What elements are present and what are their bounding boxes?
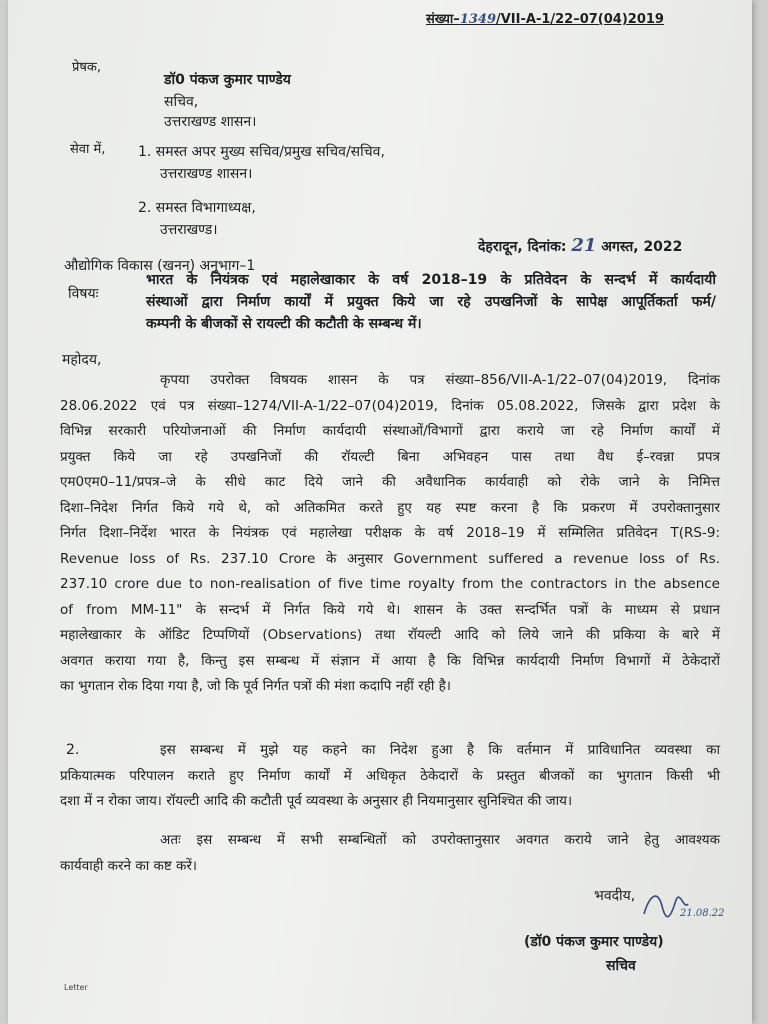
paragraph-1-line: प्रयुक्त किये जा रहे उपखनिजों की रॉयल्टी बिना अभिवहन पास तथा वैध ई–रवन्ना प्रपत्र (60, 448, 720, 465)
paragraph-1-line: निर्गत दिशा–निर्देश भारत के नियंत्रक एवं महालेखा परीक्षक के वर्ष 2018–19 में सम्मिलित प्रतिवेदन T(RS-9: (60, 525, 720, 541)
paragraph-3-line: अतः इस सम्बन्ध में सभी सम्बन्धितों को उपरोक्तानुसार अवगत कराये जाने हेतु आवश्यक (160, 832, 720, 848)
paragraph-1-line: दिशा–निदेश निर्गत किये गये थे, को अतिकमित करते हुए यह स्पष्ट करना है कि प्रकरण में उपरोक्तानुसार (60, 499, 720, 516)
sender-designation: सचिव, (164, 94, 199, 110)
recipient-1-line1: 1. समस्त अपर मुख्य सचिव/प्रमुख सचिव/सचिव, (138, 144, 385, 160)
sender-office: उत्तराखण्ड शासन। (164, 114, 257, 130)
signatory-designation: सचिव (606, 958, 636, 974)
reference-prefix: संख्या– (426, 12, 460, 27)
paragraph-1-line: महालेखाकार के ऑडिट टिप्पणियों (Observations) तथा रॉयल्टी आदि को लिये जाने की प्रकिया के बारे में (60, 627, 720, 643)
valediction: भवदीय, (594, 888, 636, 904)
paragraph-2-line: इस सम्बन्ध में मुझे यह कहने का निदेश हुआ है कि वर्तमान में प्राविधानित व्यवस्था का (160, 742, 720, 758)
subject-line: संस्थाओं द्वारा निर्माण कार्यों में प्रयुक्त किये जा रहे उपखनिजों के सापेक्ष आपूर्तिकर्ता फर्म/ (146, 294, 716, 310)
reference-suffix: /VII-A-1/22–07(04)2019 (496, 12, 664, 27)
reference-number (426, 10, 664, 30)
footer-mark: Letter (64, 983, 88, 992)
recipient-2-line2: उत्तराखण्ड। (160, 222, 218, 238)
paragraph-1-line: विभिन्न सरकारी परियोजनाओं की निर्माण कार्यदायी संस्थाओं/विभागों द्वारा कराये जा रहे निर्माण कार्यों में (60, 423, 720, 439)
paragraph-1-line: 237.10 crore due to non-realisation of five time royalty from the contractors in the absence (60, 576, 720, 592)
place-date-prefix: देहरादून, दिनांक: (478, 239, 567, 255)
reference-handwritten-number: 1349 (459, 12, 496, 27)
paragraph-1-line: अवगत कराया गया है, किन्तु इस सम्बन्ध में संज्ञान में आया है कि विभिन्न कार्यदायी निर्माण विभागों में ठेकेदारों (60, 652, 720, 669)
subject-line: कम्पनी के बीजकों से रायल्टी की कटौती के सम्बन्ध में। (146, 316, 422, 332)
recipient-2-line1: 2. समस्त विभागाध्यक्ष, (138, 200, 256, 216)
sender-label: प्रेषक, (72, 60, 102, 75)
paragraph-1-line: of from MM-11" के सन्दर्भ में निर्गत किये गये थे। शासन के उक्त सन्दर्भित पत्रों के माध्यम से प्रधान (60, 601, 720, 618)
recipients-label: सेवा में, (70, 142, 106, 157)
paragraph-1-line: कृपया उपरोक्त विषयक शासन के पत्र संख्या–856/VII-A-1/22–07(04)2019, दिनांक (160, 372, 720, 388)
letter-page (8, 0, 752, 1024)
date-day-handwritten: 21 (571, 235, 597, 256)
paragraph-2-line: प्रकियात्मक परिपालन कराते हुए निर्माण कार्यों में अधिकृत ठेकेदारों के प्रस्तुत बीजकों का भुगतान किसी भी (60, 767, 720, 784)
place-date (478, 236, 682, 257)
subject-line: भारत के नियंत्रक एवं महालेखाकार के वर्ष 2018–19 के प्रतिवेदन के सन्दर्भ में कार्यदायी (146, 272, 716, 288)
signature-date: 21.08.22 (680, 908, 725, 919)
paragraph-1-line: का भुगतान रोक दिया गया है, जो कि पूर्व निर्गत पत्रों की मंशा कदापि नहीं रही है। (60, 678, 451, 694)
paragraph-2-line: दशा में न रोका जाय। रॉयल्टी आदि की कटौती पूर्व व्यवस्था के अनुसार ही नियमानुसार सुनिश्चित की जाय। (60, 793, 573, 809)
recipient-1-line2: उत्तराखण्ड शासन। (160, 166, 253, 182)
paragraph-3-line: कार्यवाही करने का कष्ट करें। (60, 857, 198, 874)
sender-name: डॉ0 पंकज कुमार पाण्डेय (164, 72, 291, 88)
paragraph-1-line: 28.06.2022 एवं पत्र संख्या–1274/VII-A-1/22–07(04)2019, दिनांक 05.08.2022, जिसके द्वारा प्रदेश के (60, 397, 720, 414)
paragraph-1-line: Revenue loss of Rs. 237.10 Crore के अनुसार Government suffered a revenue loss of Rs. (60, 550, 720, 567)
signatory-name: (डॉ0 पंकज कुमार पाण्डेय) (524, 934, 664, 950)
salutation: महोदय, (62, 352, 102, 368)
paragraph-2-number: 2. (66, 742, 80, 758)
subject-label: विषयः (68, 286, 99, 302)
signature (640, 880, 740, 930)
place-date-month-year: अगस्त, 2022 (601, 239, 683, 255)
paragraph-1-line: एम0एम0–11/प्रपत्र–जे के सीधे काट दिये जाने की अवैधानिक कार्यवाही को रोके जाने के निमित्त (60, 474, 720, 490)
section-name: औद्योगिक विकास (खनन) अनुभाग–1 (64, 258, 256, 274)
